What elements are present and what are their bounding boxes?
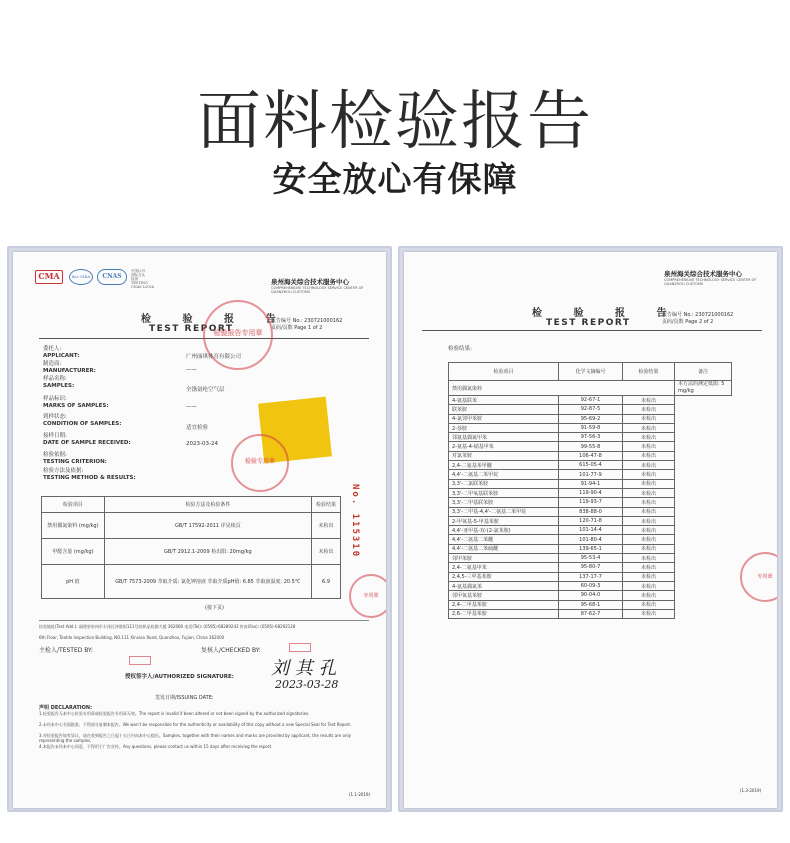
section-label: 检验结果: [448, 346, 472, 352]
table-row [449, 470, 732, 479]
row-name: 3,3'-二甲基联苯胺 [449, 498, 559, 507]
address-rule [39, 620, 369, 621]
field-condition: 到样状态: CONDITION OF SAMPLES: [43, 414, 122, 427]
row-result: 未检出 [623, 423, 675, 432]
row-cas: 92-87-5 [559, 405, 623, 414]
field-date: 接样日期: DATE OF SAMPLE RECEIVED: [43, 433, 131, 446]
doc-title-en-right: TEST REPORT [546, 318, 631, 328]
row-cas: 120-71-8 [559, 516, 623, 525]
th-item: 检验项目 [449, 363, 559, 381]
row-name: 4,4'-亚甲基-双-(2-氯苯胺) [449, 526, 559, 535]
row-cas: 101-14-4 [559, 526, 623, 535]
left-report-page [13, 252, 386, 808]
row-cas: 95-53-4 [559, 554, 623, 563]
checked-by: 复核人/CHECKED BY: [201, 647, 261, 654]
row-cas: 87-62-7 [559, 609, 623, 618]
row-result: 未检出 [623, 563, 675, 572]
hero-subtitle: 安全放心有保障 [272, 160, 518, 200]
tester-seal [129, 656, 151, 665]
row-cas: 101-80-4 [559, 535, 623, 544]
lab-name-en-right: COMPREHENSIVE TECHNOLOGY SERVICE CENTER OF QUANZHOU CUSTOMS [664, 278, 757, 286]
row-name: 2-甲氧基-5-甲基苯胺 [449, 516, 559, 525]
stamp: 检验报告专用章 [203, 300, 273, 370]
table-row [449, 396, 732, 405]
table-row [449, 405, 732, 414]
table-row [449, 461, 732, 470]
cnas-logo: CNAS [97, 269, 127, 285]
row-name: 2,4,5-三甲基苯胺 [449, 572, 559, 581]
table-row [449, 451, 732, 460]
row-cas: 92-67-1 [559, 396, 623, 405]
tested-by: 主检人/TESTED BY: [39, 647, 93, 654]
stamp-2: 检验专用章 [231, 434, 289, 492]
row-result: 未检出 [623, 544, 675, 553]
row-name: 4,4'-二氨基二苯醚 [449, 535, 559, 544]
row-name: 2,6-二甲基苯胺 [449, 609, 559, 618]
field-method: 检验方法及依据: TESTING METHOD & RESULTS: [43, 468, 136, 481]
row-result: 未检出 [623, 396, 675, 405]
row-cas: 119-90-4 [559, 488, 623, 497]
row-ph-result: 6.9 [311, 565, 340, 599]
doc-title-cn: 检 验 报 告 [141, 314, 290, 325]
row-name: 2,4-二氨基苯甲醚 [449, 461, 559, 470]
row-result: 未检出 [623, 498, 675, 507]
table-row [449, 591, 732, 600]
row-cas: 139-65-1 [559, 544, 623, 553]
row-cas: 97-56-3 [559, 433, 623, 442]
table-row [449, 554, 732, 563]
table-row [449, 516, 732, 525]
row-result: 未检出 [623, 470, 675, 479]
row-result: 未检出 [623, 405, 675, 414]
row-name: 4-氯邻甲苯胺 [449, 414, 559, 423]
lab-name-cn: 泉州海关综合技术服务中心 [271, 278, 349, 286]
row-name: 2-萘胺 [449, 423, 559, 432]
row-result: 未检出 [623, 591, 675, 600]
row-cas: 90-04-0 [559, 591, 623, 600]
row-result: 未检出 [623, 442, 675, 451]
form-number-left: (1.1-2019) [349, 792, 371, 797]
row-formaldehyde-result: 未检出 [311, 539, 340, 565]
row-result: 未检出 [623, 414, 675, 423]
row-azo-item: 禁用偶氮染料 (mg/kg) [42, 513, 105, 539]
row-result: 未检出 [623, 526, 675, 535]
results-table [41, 496, 341, 599]
table-row [449, 609, 732, 618]
declaration-title: 声明 DECLARATION: [39, 705, 93, 711]
row-name: 4,4'-二氨基二苯甲烷 [449, 470, 559, 479]
row-result: 未检出 [623, 433, 675, 442]
form-number-right: (1.3-2019) [740, 788, 762, 793]
table-row [449, 535, 732, 544]
group-row: 禁用偶氮染料 [449, 381, 675, 396]
row-name: 2,4-二氨基甲苯 [449, 563, 559, 572]
row-cas: 95-80-7 [559, 563, 623, 572]
row-result: 未检出 [623, 479, 675, 488]
row-name: 3,3'-二甲基-4,4'-二氨基二苯甲烷 [449, 507, 559, 516]
table-row [449, 572, 732, 581]
signature: 刘 其 孔 [271, 658, 337, 679]
row-cas: 615-05-4 [559, 461, 623, 470]
field-date-value: 2023-03-24 [186, 441, 218, 447]
table-row [449, 581, 732, 590]
table-row [449, 526, 732, 535]
field-manufacturer-value: —— [186, 367, 197, 373]
row-cas: 60-09-3 [559, 581, 623, 590]
field-samples: 样品名称: SAMPLES: [43, 376, 75, 389]
row-result: 未检出 [623, 451, 675, 460]
issuing-date: 签发日期/ISSUING DATE: [155, 695, 214, 701]
declaration-2: 2.未经本中心书面批准，不得部分复制本报告。We won't be responsible for the authenticity or availability of this copy without a new Special Seal for Test Report. [39, 722, 352, 727]
lab-name-en: COMPREHENSIVE TECHNOLOGY SERVICE CENTER OF QUANZHOU CUSTOMS [271, 286, 364, 294]
th-cas: 化学文摘编号 [559, 363, 623, 381]
field-criterion: 检验依据: TESTING CRITERION: [43, 452, 107, 465]
row-cas: 101-77-9 [559, 470, 623, 479]
table-row [449, 544, 732, 553]
row-formaldehyde-method: GB/T 2912.1-2009 检出限: 20mg/kg [104, 539, 311, 565]
table-row [449, 488, 732, 497]
declaration-4: 4.本报告未经本中心同意，不得用于广告宣传。Any questions, please contact us within 15 days after receiving the report. [39, 744, 273, 749]
stamp-right: 专用章 [740, 552, 777, 602]
row-name: 4,4'-二氨基二苯硫醚 [449, 544, 559, 553]
declaration-3: 3.对检验报告如有异议，请在收到报告之日起十五日内向本中心提出。Samples, together with their names and marks are provided by applicant, the results are only representing the samples. [39, 733, 351, 744]
lab-name-cn-right: 泉州海关综合技术服务中心 [664, 270, 742, 278]
field-samples-value: 全涤氨纶空气层 [186, 387, 225, 393]
table-row [449, 479, 732, 488]
table-row [449, 600, 732, 609]
row-result: 未检出 [623, 600, 675, 609]
report-meta: 报告编号 No.: 230721000162 页码/页数 Page 1 of 2 [271, 318, 343, 331]
row-ph-method: GB/T 7573-2009 萃取介质: 氯化钾溶液 萃取介质pH值: 6.85 萃取液温度: 20.5℃ [104, 565, 311, 599]
right-report-page [404, 252, 777, 808]
row-cas: 95-69-2 [559, 414, 623, 423]
table-row [449, 414, 732, 423]
row-name: 对氯苯胺 [449, 451, 559, 460]
table-note: (接下页) [205, 605, 224, 611]
field-manufacturer: 制造商: MANUFACTURER: [43, 361, 96, 374]
row-azo-result: 未检出 [311, 513, 340, 539]
row-cas: 137-17-7 [559, 572, 623, 581]
field-condition-value: 适宜检验 [186, 425, 209, 431]
address-en: 6th Floor, Textile Inspection Building, NO.111 Xinxian Road, Quanzhou, Fujian, China 362000 [39, 635, 225, 640]
row-ph-item: pH 值 [42, 565, 105, 599]
table-row [449, 498, 732, 507]
th-method: 检验方法及检验条件 [104, 497, 311, 513]
row-result: 未检出 [623, 488, 675, 497]
row-result: 未检出 [623, 572, 675, 581]
row-cas: 95-68-1 [559, 600, 623, 609]
table-row [449, 507, 732, 516]
sign-date: 2023-03-28 [275, 678, 339, 691]
th-result: 检验结果 [311, 497, 340, 513]
row-result: 未检出 [623, 609, 675, 618]
row-name: 2,4-二甲基苯胺 [449, 600, 559, 609]
table-row [449, 442, 732, 451]
declaration-1: 1.检验报告无本中心检验专用章或检验报告专用章无效。The report is invalid if been altered or not been signed by the authorized signatories. [39, 711, 310, 716]
authorized-signature: 授权签字人/AUTHORIZED SIGNATURE: [125, 674, 234, 680]
th-remark: 备注 [675, 363, 732, 381]
row-result: 未检出 [623, 507, 675, 516]
row-result: 未检出 [623, 581, 675, 590]
row-cas: 119-93-7 [559, 498, 623, 507]
cma-logo: CMA [35, 270, 63, 284]
row-name: 邻氨基偶氮甲苯 [449, 433, 559, 442]
logo-notes: 中国认可 国际互认 检测 TESTING CNAS L0026 [131, 269, 155, 289]
row-name: 4-氨基偶氮苯 [449, 581, 559, 590]
row-name: 邻甲氧基苯胺 [449, 591, 559, 600]
row-name: 3,3'-二甲氧基联苯胺 [449, 488, 559, 497]
row-cas: 91-59-8 [559, 423, 623, 432]
field-applicant-value: 广州丽琪体育有限公司 [186, 354, 242, 360]
row-azo-method: GB/T 17592-2011 详见续页 [104, 513, 311, 539]
row-formaldehyde-item: 甲醛含量 (mg/kg) [42, 539, 105, 565]
doc-title-en: TEST REPORT [149, 324, 234, 334]
azo-table [448, 362, 732, 619]
row-cas: 838-88-0 [559, 507, 623, 516]
row-name: 3,3'-二氯联苯胺 [449, 479, 559, 488]
title-rule-right [422, 330, 762, 331]
row-name: 联苯胺 [449, 405, 559, 414]
th-result: 检验结果 [623, 363, 675, 381]
row-result: 未检出 [623, 461, 675, 470]
row-name: 邻甲苯胺 [449, 554, 559, 563]
table-row [449, 563, 732, 572]
table-row [449, 433, 732, 442]
address-line: 检验地址(Test Add.): 福建省泉州市丰泽区津淮街111号纺织品检测大楼 362000 电话(Tel): (0595)-68289243 传真(Fax): (0595)-68292128 [39, 624, 296, 629]
report-meta-right: 报告编号 No.: 230721000162 页码/页数 Page 2 of 2 [662, 312, 734, 325]
serial-number: No. 115310 [350, 484, 360, 559]
remark-cell: 本方法的测定低限: 5 mg/kg [675, 381, 732, 396]
checker-seal [289, 643, 311, 652]
hero-title: 面料检验报告 [197, 85, 593, 159]
row-cas: 99-55-8 [559, 442, 623, 451]
row-result: 未检出 [623, 516, 675, 525]
row-result: 未检出 [623, 554, 675, 563]
row-name: 2-氨基-4-硝基甲苯 [449, 442, 559, 451]
stamp-3: 专用章 [349, 574, 386, 618]
th-item: 检验项目 [42, 497, 105, 513]
row-name: 4-氨基联苯 [449, 396, 559, 405]
row-result: 未检出 [623, 535, 675, 544]
field-marks: 样品标识: MARKS OF SAMPLES: [43, 396, 109, 409]
field-applicant: 委托人: APPLICANT: [43, 346, 80, 359]
row-cas: 106-47-8 [559, 451, 623, 460]
doc-title-cn-right: 检 验 报 告 [532, 308, 681, 319]
table-row [449, 423, 732, 432]
ilac-logo: ilac-MRA [69, 269, 93, 285]
field-marks-value: —— [186, 404, 197, 410]
row-cas: 91-94-1 [559, 479, 623, 488]
